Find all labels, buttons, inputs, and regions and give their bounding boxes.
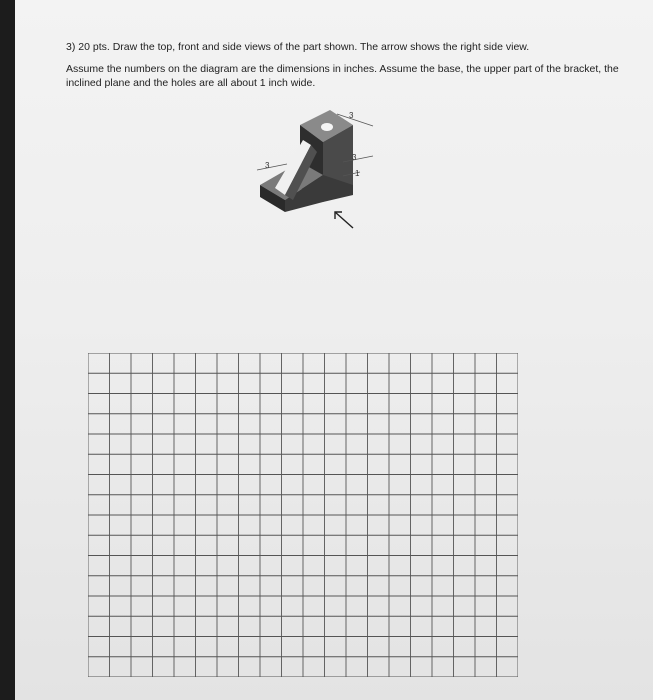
bracket-figure [245,100,385,230]
arrow-up-left-icon [335,212,353,228]
dim-small-label: 1 [355,169,360,178]
drawing-grid [88,353,518,677]
dim-right-label: 3 [352,153,357,162]
question-line-2: Assume the numbers on the diagram are the dimensions in inches. Assume the base, the upper part of the bracket, the inclined plane and the holes are all about 1 inch wide. [66,63,619,89]
dim-top-label: 3 [349,111,354,120]
bracket-drawing-icon [260,110,353,212]
question-line-1: 3) 20 pts. Draw the top, front and side views of the part shown. The arrow shows the right side view. [66,41,530,53]
dim-left-label: 3 [265,161,270,170]
